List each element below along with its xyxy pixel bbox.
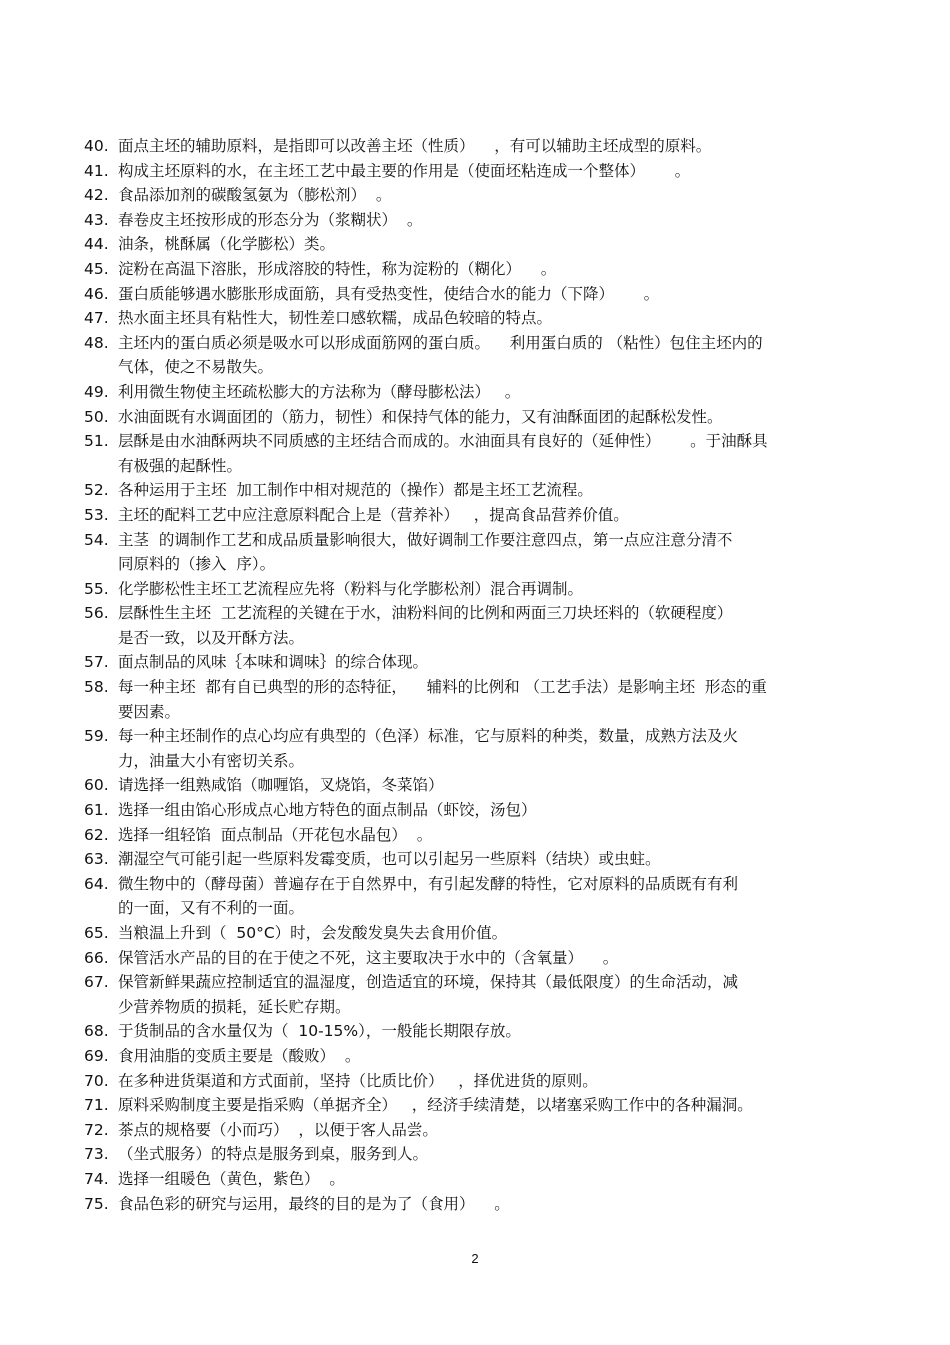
item-text-line: 淀粉在高温下溶胀，形成溶胶的特性，称为淀粉的（糊化） 。 — [118, 259, 557, 278]
item-text — [118, 331, 884, 380]
list-item — [84, 134, 884, 159]
list-item — [84, 773, 884, 798]
list-item — [84, 1044, 884, 1069]
list-item — [84, 405, 884, 430]
item-text — [118, 872, 884, 921]
list-item — [84, 331, 884, 380]
item-text-line: 保管活水产品的目的在于使之不死，这主要取决于水中的（含氧量） 。 — [118, 948, 619, 967]
item-text-line: 主坯内的蛋白质必须是吸水可以形成面筋网的蛋白质。 利用蛋白质的 （粘性）包住主坯内的 — [118, 333, 763, 352]
item-number: 70. — [84, 1071, 109, 1090]
list-item — [84, 577, 884, 602]
list-item — [84, 1142, 884, 1167]
item-text — [118, 946, 884, 971]
item-number: 66. — [84, 948, 109, 967]
item-text-line: 要因素。 — [118, 702, 181, 721]
item-text-line: 当粮温上升到（ 50°C）时，会发酸发臭失去食用价值。 — [118, 924, 508, 942]
item-text — [118, 183, 884, 208]
item-number: 56. — [84, 604, 109, 623]
item-number: 63. — [84, 850, 109, 869]
item-number: 61. — [84, 801, 109, 820]
list-item — [84, 528, 884, 577]
item-text-line: 茶点的规格要（小而巧） ，以便于客人品尝。 — [118, 1120, 438, 1139]
item-text-line: 利用微生物使主坯疏松膨大的方法称为（酵母膨松法） 。 — [118, 382, 521, 401]
item-text-line: 热水面主坯具有粘性大，韧性差口感软糯，成品色较暗的特点。 — [118, 309, 553, 328]
item-text — [118, 1192, 884, 1217]
item-number: 67. — [84, 973, 109, 992]
item-text-line: 水油面既有水调面团的（筋力，韧性）和保持气体的能力，又有油酥面团的起酥松发性。 — [118, 407, 723, 426]
item-text — [118, 798, 884, 823]
item-text-line: 食用油脂的变质主要是（酸败） 。 — [118, 1046, 361, 1065]
item-text — [118, 306, 884, 331]
item-number: 54. — [84, 530, 109, 549]
item-number: 46. — [84, 284, 109, 303]
list-item — [84, 159, 884, 184]
item-text-line: 每一种主坯制作的点心均应有典型的（色泽）标准，它与原料的种类，数量，成熟方法及火 — [118, 727, 739, 746]
list-item — [84, 306, 884, 331]
list-item — [84, 847, 884, 872]
item-text-line: 的一面，又有不利的一面。 — [118, 899, 305, 918]
item-text — [118, 159, 884, 184]
item-number: 43. — [84, 210, 109, 229]
item-text — [118, 675, 884, 724]
item-text-line: 力，油量大小有密切关系。 — [118, 751, 305, 770]
item-text — [118, 478, 884, 503]
item-text — [118, 282, 884, 307]
item-text-line: 是否一致，以及开酥方法。 — [118, 628, 305, 647]
item-text — [118, 429, 884, 478]
item-text — [118, 257, 884, 282]
list-item — [84, 798, 884, 823]
list-item — [84, 1019, 884, 1044]
item-text-line: （坐式服务）的特点是服务到桌，服务到人。 — [118, 1145, 429, 1164]
list-item — [84, 724, 884, 773]
item-text — [118, 847, 884, 872]
list-item — [84, 380, 884, 405]
item-text — [118, 380, 884, 405]
item-text — [118, 921, 884, 946]
list-item — [84, 1118, 884, 1143]
item-number: 45. — [84, 259, 109, 278]
item-text — [118, 724, 884, 773]
item-text — [118, 503, 884, 528]
item-text-line: 微生物中的（酵母菌）普遍存在于自然界中，有引起发酵的特性，它对原料的品质既有有利 — [118, 874, 739, 893]
item-number: 69. — [84, 1046, 109, 1065]
list-item — [84, 429, 884, 478]
list-item — [84, 823, 884, 848]
item-number: 53. — [84, 505, 109, 524]
item-number: 65. — [84, 924, 109, 942]
list-item — [84, 601, 884, 650]
item-number: 55. — [84, 579, 109, 598]
item-number: 41. — [84, 161, 109, 180]
item-text-line: 选择一组暖色（黄色，紫色） 。 — [118, 1169, 345, 1188]
item-number: 71. — [84, 1096, 109, 1115]
item-text — [118, 1167, 884, 1192]
list-item — [84, 675, 884, 724]
item-number: 51. — [84, 432, 109, 451]
item-text-line: 面点制品的风味｛本味和调味｝的综合体现。 — [118, 653, 429, 672]
item-number: 72. — [84, 1120, 109, 1139]
item-text-line: 食品色彩的研究与运用，最终的目的是为了（食用） 。 — [118, 1194, 510, 1213]
item-text — [118, 970, 884, 1019]
item-text-line: 构成主坯原料的水，在主坯工艺中最主要的作用是（使面坯粘连成一个整体） 。 — [118, 161, 691, 180]
item-number: 68. — [84, 1022, 109, 1041]
item-text — [118, 823, 884, 848]
item-text-line: 食品添加剂的碳酸氢氨为（膨松剂） 。 — [118, 186, 392, 205]
item-text-line: 油条，桃酥属（化学膨松）类。 — [118, 235, 336, 254]
list-item — [84, 921, 884, 946]
item-text — [118, 134, 884, 159]
item-number: 48. — [84, 333, 109, 352]
list-item — [84, 1192, 884, 1217]
item-text — [118, 1093, 884, 1118]
item-text-line: 蛋白质能够遇水膨胀形成面筋，具有受热变性，使结合水的能力（下降） 。 — [118, 284, 660, 303]
item-text-line: 主坯的配料工艺中应注意原料配合上是（营养补） ，提高食品营养价值。 — [118, 505, 629, 524]
item-number: 42. — [84, 186, 109, 205]
page-number: 2 — [471, 1251, 479, 1266]
item-text — [118, 1044, 884, 1069]
list-item — [84, 650, 884, 675]
item-number: 60. — [84, 776, 109, 795]
item-text-line: 有极强的起酥性。 — [118, 456, 243, 475]
item-text-line: 面点主坯的辅助原料，是指即可以改善主坯（性质） ，有可以辅助主坯成型的原料。 — [118, 137, 712, 155]
item-number: 58. — [84, 678, 109, 697]
list-item — [84, 946, 884, 971]
item-text-line: 于货制品的含水量仅为（ 10-15%），一般能长期限存放。 — [118, 1022, 521, 1041]
list-item — [84, 1069, 884, 1094]
list-item — [84, 503, 884, 528]
item-number: 62. — [84, 825, 109, 844]
list-item — [84, 1167, 884, 1192]
item-number: 74. — [84, 1169, 109, 1188]
item-text — [118, 528, 884, 577]
list-item — [84, 1093, 884, 1118]
item-text-line: 原料采购制度主要是指采购（单据齐全） ，经济手续清楚，以堵塞采购工作中的各种漏洞。 — [118, 1096, 753, 1115]
item-text-line: 层酥是由水油酥两块不同质感的主坯结合而成的。水油面具有良好的（延伸性） 。于油酥具 — [118, 432, 768, 451]
item-number: 47. — [84, 309, 109, 328]
list-item — [84, 257, 884, 282]
item-text-line: 请选择一组熟咸馅（咖喱馅，叉烧馅，冬菜馅） — [118, 776, 444, 795]
item-text-line: 气体，使之不易散失。 — [118, 358, 274, 377]
item-text-line: 主茎 的调制作工艺和成品质量影响很大，做好调制工作要注意四点，第一点应注意分清不 — [118, 530, 733, 549]
item-text — [118, 1142, 884, 1167]
item-text-line: 选择一组由馅心形成点心地方特色的面点制品（虾饺，汤包） — [118, 801, 537, 820]
item-text — [118, 1019, 884, 1044]
item-number: 59. — [84, 727, 109, 746]
item-number: 44. — [84, 235, 109, 254]
item-text-line: 潮湿空气可能引起一些原料发霉变质，也可以引起另一些原料（结块）或虫蛀。 — [118, 850, 661, 869]
item-text-line: 少营养物质的损耗，延长贮存期。 — [118, 997, 351, 1016]
item-number: 64. — [84, 874, 109, 893]
list-item — [84, 208, 884, 233]
item-text — [118, 1069, 884, 1094]
list-item — [84, 872, 884, 921]
item-text-line: 同原料的（掺入 序）。 — [118, 555, 276, 574]
item-text — [118, 577, 884, 602]
item-number: 52. — [84, 481, 109, 500]
item-text-line: 春卷皮主坯按形成的形态分为（浆糊状） 。 — [118, 210, 423, 229]
item-text-line: 每一种主坯 都有自已典型的形的态特征， 辅料的比例和 （工艺手法）是影响主坯 形态的重 — [118, 678, 767, 697]
list-item — [84, 232, 884, 257]
item-number: 40. — [84, 137, 109, 155]
item-text — [118, 405, 884, 430]
item-text-line: 选择一组轻馅 面点制品（开花包水晶包） 。 — [118, 825, 433, 844]
item-text — [118, 650, 884, 675]
item-text — [118, 1118, 884, 1143]
item-number: 49. — [84, 382, 109, 401]
item-number: 75. — [84, 1194, 109, 1213]
list-item — [84, 970, 884, 1019]
list-item — [84, 183, 884, 208]
item-text-line: 在多种进货渠道和方式面前，坚持（比质比价） ，择优进货的原则。 — [118, 1071, 598, 1090]
item-number: 73. — [84, 1145, 109, 1164]
item-number: 50. — [84, 407, 109, 426]
list-item — [84, 478, 884, 503]
item-text-line: 层酥性生主坯 工艺流程的关键在于水，油粉料间的比例和两面三刀块坯料的（软硬程度） — [118, 604, 733, 623]
item-number: 57. — [84, 653, 109, 672]
item-text-line: 保管新鲜果蔬应控制适宜的温湿度，创造适宜的环境，保持其（最低限度）的生命活动，减 — [118, 973, 739, 992]
item-text-line: 各种运用于主坯 加工制作中相对规范的（操作）都是主坯工艺流程。 — [118, 481, 593, 500]
item-text — [118, 232, 884, 257]
item-text-line: 化学膨松性主坯工艺流程应先将（粉料与化学膨松剂）混合再调制。 — [118, 579, 584, 598]
item-text — [118, 773, 884, 798]
list-item — [84, 282, 884, 307]
item-text — [118, 601, 884, 650]
item-text — [118, 208, 884, 233]
question-list — [84, 134, 884, 1216]
